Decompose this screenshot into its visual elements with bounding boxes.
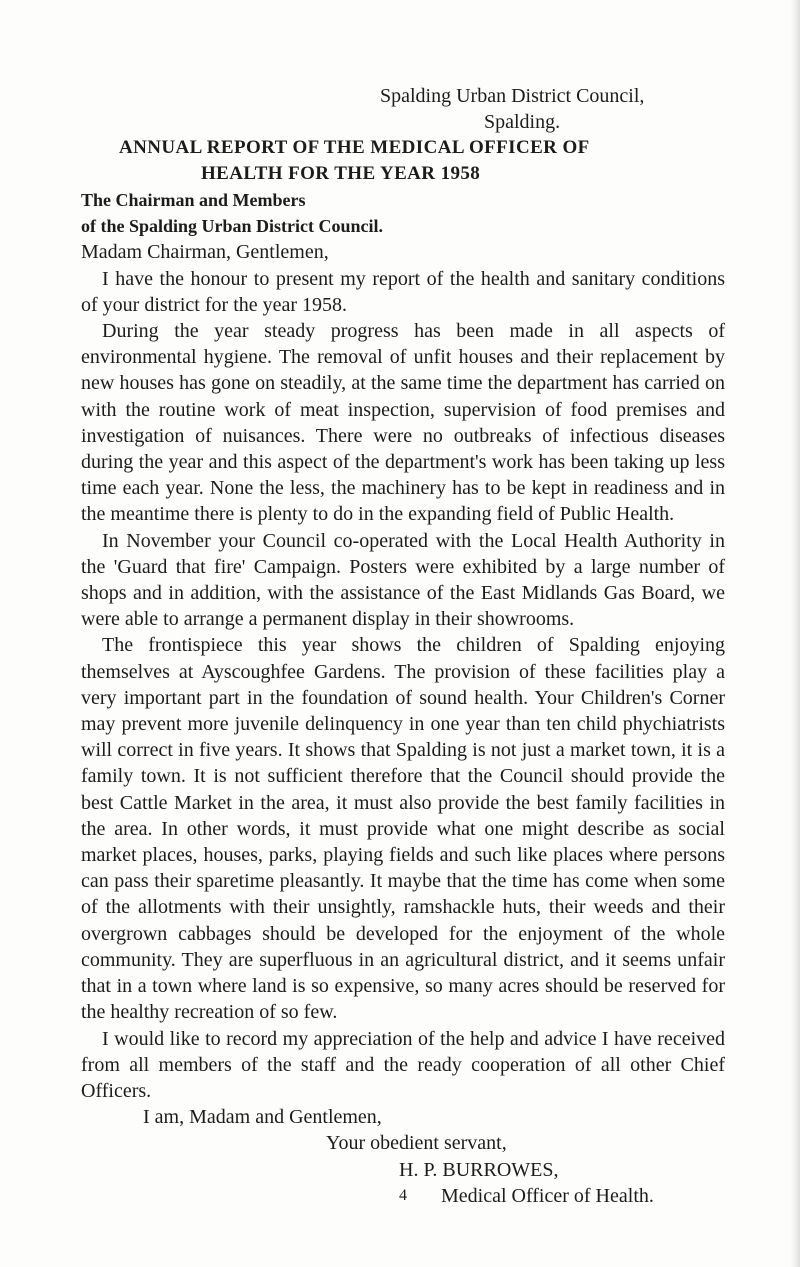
report-text — [81, 83, 725, 1209]
report-title-line-2: HEALTH FOR THE YEAR 1958 — [201, 163, 481, 185]
town-address-line: Spalding. — [484, 111, 561, 134]
paragraph-appreciation: I would like to record my appreciation of the help and advice I have received from all members of the staff and the ready cooperation of all other Chief Officers. — [81, 1027, 725, 1102]
addressee-line-1: The Chairman and Members — [81, 190, 306, 211]
paragraph-campaign: In November your Council co-operated with the Local Health Authority in the 'Guard that fire' Campaign. Posters were exhibited by a large number of shops and in addition, with the assistance of the East Midlands Gas Board, we were able to arrange a permanent display in their showrooms. — [81, 529, 725, 631]
page-edge-shadow — [790, 0, 800, 1267]
signature-name: H. P. BURROWES, — [399, 1158, 559, 1181]
page-number: 4 — [399, 1187, 407, 1204]
council-address-line: Spalding Urban District Council, — [380, 85, 645, 107]
closing-line-2: Your obedient servant, — [326, 1132, 507, 1155]
closing-line-1: I am, Madam and Gentlemen, — [143, 1106, 382, 1129]
addressee-line-2: of the Spalding Urban District Council. — [81, 216, 384, 237]
greeting: Madam Chairman, Gentlemen, — [81, 241, 329, 264]
paragraph-progress: During the year steady progress has been made in all aspects of environmental hygiene. The removal of unfit houses and their replacement by new houses has gone on steadily, at the same time the department has carried on with the routine work of meat inspection, supervision of food premises and investigation of nuisances. There were no outbreaks of infectious diseases during the year and this aspect of the department's work has been taking up less time each year. None the less, the machinery has to be kept in readiness and in the meantime there is plenty to do in the expanding field of Public Health. — [81, 320, 725, 526]
paragraph-intro: I have the honour to present my report of the health and sanitary conditions of your district for the year 1958. — [81, 267, 725, 316]
report-title-line-1: ANNUAL REPORT OF THE MEDICAL OFFICER OF — [119, 137, 590, 159]
paragraph-frontispiece: The frontispiece this year shows the children of Spalding enjoying themselves at Ayscoughfee Gardens. The provision of these facilities play a very important part in the foundation of sound health. Your Children's Corner may prevent more juvenile delinquency in one year than ten child phychiatrists will correct in five years. It shows that Spalding is not just a market town, it is a family town. It is not sufficient therefore that the Council should provide the best Cattle Market in the area, it must also provide the best family facilities in the area. In other words, it must provide what one might describe as social market places, houses, parks, playing fields and such like places where persons can pass their sparetime pleasantly. It maybe that the time has come when some of the allotments with their unsightly, ramshackle huts, their weeds and their overgrown cabbages should be developed for the enjoyment of the whole community. They are superfluous in an agricultural district, and it seems unfair that in a town where land is so expensive, so many acres should be reserved for the healthy recreation of so few. — [81, 634, 725, 1024]
signature-title: Medical Officer of Health. — [441, 1184, 654, 1207]
